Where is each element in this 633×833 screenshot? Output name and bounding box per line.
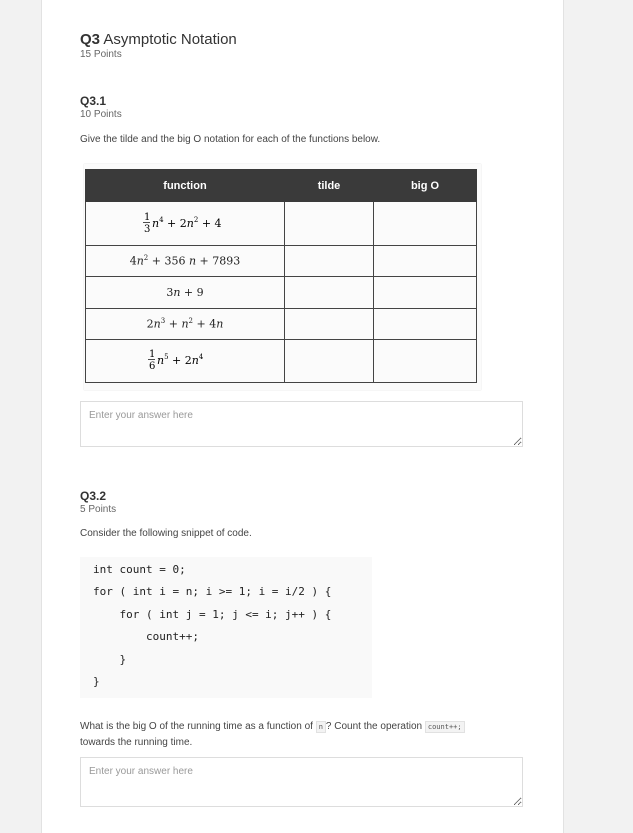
big-o-cell: [374, 202, 477, 246]
question-number: Q3: [80, 31, 101, 48]
code-line: for ( int i = n; i >= 1; i = i/2 ) {: [93, 585, 332, 598]
subquestion-q31-points: 10 Points: [80, 109, 122, 120]
function-cell: [86, 202, 285, 246]
variable-code: n: [316, 721, 326, 733]
big-o-cell: [374, 246, 477, 277]
code-line: int count = 0;: [93, 563, 186, 576]
q31-answer-field[interactable]: [80, 401, 523, 447]
function-cell: 3n + 9: [86, 277, 285, 309]
code-snippet: [80, 557, 372, 698]
function-expression: [140, 207, 230, 237]
tilde-cell: [285, 202, 374, 246]
big-o-cell: [374, 309, 477, 340]
svg-text:1: 1: [149, 348, 156, 360]
function-expression: [145, 345, 225, 375]
table-header-tilde: tilde: [285, 170, 374, 202]
function-cell: $4n^2 + 356$ n + 7893: [86, 246, 285, 277]
svg-text:3: 3: [144, 224, 151, 235]
function-cell: [86, 340, 285, 383]
functions-table: [85, 169, 477, 383]
table-row: [86, 277, 477, 309]
tilde-cell: [285, 277, 374, 309]
svg-text:n4 + 2n2 + 4: $n^4 + 2n^2 + 4$: [152, 216, 222, 230]
table-row: [86, 246, 477, 277]
tilde-cell: [285, 340, 374, 383]
q32-answer-field[interactable]: [80, 757, 523, 807]
question-title: [80, 31, 237, 48]
subquestion-q32-points: 5 Points: [80, 504, 117, 515]
code-line: }: [93, 653, 127, 666]
svg-text:1: 1: [144, 212, 151, 223]
table-row: [86, 340, 477, 383]
svg-text:6: 6: [149, 360, 156, 372]
question-text: towards the running time.: [80, 737, 193, 748]
big-o-cell: [374, 340, 477, 383]
table-row: [86, 309, 477, 340]
question-points: 15 Points: [80, 49, 122, 60]
function-cell: $2n^3 + n^2 + 4n$: [86, 309, 285, 340]
subquestion-q31-title: Q3.1: [80, 94, 107, 108]
operation-code: count++;: [425, 721, 465, 733]
subquestion-q31-prompt: Give the tilde and the big O notation for each of the functions below.: [80, 134, 381, 145]
tilde-cell: [285, 309, 374, 340]
functions-table-image: [84, 164, 481, 390]
question-page: [41, 0, 564, 833]
question-text: What is the big O of the running time as a function of: [80, 721, 316, 732]
table-header-function: function: [86, 170, 285, 202]
code-line: }: [93, 675, 100, 688]
table-row: [86, 202, 477, 246]
big-o-cell: [374, 277, 477, 309]
tilde-cell: [285, 246, 374, 277]
svg-text:n5 + 2n4: $n^5 + 2n^4$: [157, 352, 204, 367]
subquestion-q32-prompt: Consider the following snippet of code.: [80, 528, 252, 539]
table-header-big-o: big O: [374, 170, 477, 202]
question-text: ? Count the operation: [325, 721, 425, 732]
subquestion-q32-question: [80, 719, 510, 751]
question-title-text: Asymptotic Notation: [103, 31, 237, 48]
code-line: for ( int j = 1; j <= i; j++ ) {: [93, 608, 332, 621]
subquestion-q32-title: Q3.2: [80, 489, 107, 503]
code-line: count++;: [93, 630, 199, 643]
